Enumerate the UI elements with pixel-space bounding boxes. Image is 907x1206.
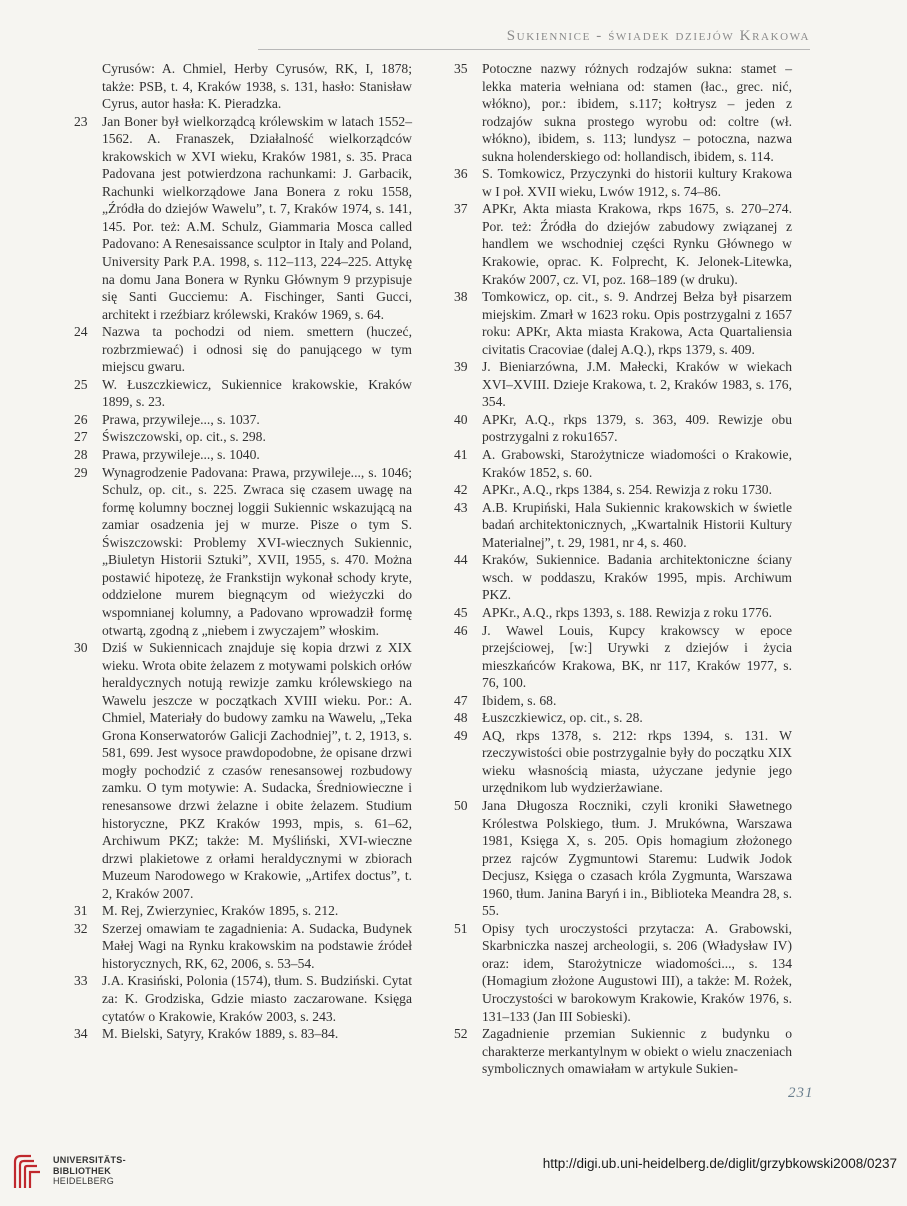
footnote-number: 41 [454, 447, 468, 463]
footnote-number: 43 [454, 499, 468, 515]
footnote-text: Cyrusów: A. Chmiel, Herby Cyrusów, RK, I, 1878; także: PSB, t. 4, Kraków 1938, s. 131, hasło: Stanisław Cyrus, autor hasła: K. Pieradzka. [102, 61, 412, 112]
footnote [454, 165, 792, 200]
footnote [454, 358, 792, 411]
footnote-text: Szerzej omawiam te zagadnienia: A. Sudacka, Budynek Małej Wagi na Rynku krakowskim na podstawie źródeł historycznych, RK, 62, 2006, s. 53–54. [102, 920, 412, 971]
source-url-link[interactable]: http://digi.ub.uni-heidelberg.de/diglit/grzybkowski2008/0237 [542, 1156, 897, 1171]
footnote [74, 113, 412, 324]
footnote-number: 28 [74, 447, 88, 463]
footnotes-left-column [74, 60, 412, 1043]
footnote-number: 23 [74, 113, 88, 129]
footnote-text: APKr., A.Q., rkps 1384, s. 254. Rewizja z roku 1730. [482, 482, 772, 498]
footnote-text: Nazwa ta pochodzi od niem. smettern (huczeć, rozbrzmiewać) i odnosi się do panującego w tym miejscu gwaru. [102, 324, 412, 375]
footnote [454, 692, 792, 710]
footnote [74, 639, 412, 902]
footnote-number: 38 [454, 289, 468, 305]
footnote-number: 25 [74, 376, 88, 392]
footnote [454, 551, 792, 604]
footnote-number: 30 [74, 640, 88, 656]
footnote [454, 727, 792, 797]
footnote [454, 622, 792, 692]
footnote [454, 411, 792, 446]
footnotes-right-column [454, 60, 792, 1078]
footnote-number: 52 [454, 1026, 468, 1042]
footnote-text: J. Bieniarzówna, J.M. Małecki, Kraków w wiekach XVI–XVIII. Dzieje Krakowa, t. 2, Kraków 1983, s. 176, 354. [482, 359, 792, 410]
library-name-line3: HEIDELBERG [53, 1176, 115, 1186]
footnote-number [74, 60, 102, 113]
footnote-text: APKr, A.Q., rkps 1379, s. 363, 409. Rewizje obu postrzygalni z roku1657. [482, 411, 792, 445]
footnote-text: S. Tomkowicz, Przyczynki do historii kultury Krakowa w I poł. XVII wieku, Lwów 1912, s. 74–86. [482, 166, 792, 199]
footnote-number: 34 [74, 1026, 88, 1042]
footnote [454, 604, 792, 622]
footnote-text: Łuszczkiewicz, op. cit., s. 28. [482, 710, 643, 726]
footnote-number: 31 [74, 903, 88, 919]
footnote-text: Tomkowicz, op. cit., s. 9. Andrzej Bełza był pisarzem miejskim. Zmarł w 1623 roku. Opis postrzygalni z 1657 roku: APKr, Akta miasta Krakowa, Acta Quartaliensia civitatis Cracoviae (dalej A.Q.), rkps 1379, s. 409. [482, 289, 792, 357]
footnote-number: 42 [454, 482, 468, 498]
footnote [74, 902, 412, 920]
footnote-text: Świszczowski, op. cit., s. 298. [102, 429, 266, 445]
footnote-number: 47 [454, 692, 468, 708]
footnote [74, 446, 412, 464]
footnote-number: 27 [74, 429, 88, 445]
footnote [74, 920, 412, 973]
footnote-number: 48 [454, 710, 468, 726]
footnote-text: M. Bielski, Satyry, Kraków 1889, s. 83–84. [102, 1026, 339, 1042]
footnote-text: M. Rej, Zwierzyniec, Kraków 1895, s. 212. [102, 903, 339, 919]
footnote-text: APKr, Akta miasta Krakowa, rkps 1675, s. 270–274. Por. też: Źródła do dziejów zabudowy związanej z handlem we wschodniej części Rynku Głównego w Krakowie, oprac. K. Folprecht, K. Jelonek-Litewka, Kraków 2007, cz. VI, poz. 168–189 (w druku). [482, 201, 792, 287]
footnote-number: 51 [454, 920, 468, 936]
library-name-line2: BIBLIOTHEK [53, 1165, 111, 1176]
footnote-text: Dziś w Sukiennicach znajduje się kopia drzwi z XIX wieku. Wrota obite żelazem z motywami polskich orłów heraldycznych notują rewizje zamku królewskiego na Wawelu jeszcze w początkach XVIII wieku. Por.: A. Chmiel, Materiały do budowy zamku na Wawelu, „Teka Grona Konserwatorów Galicji Zachodniej”, t. 2, 1913, s. 581, 699. Jest wysoce prawdopodobne, że opisane drzwi mogły pochodzić z czasów renesansowej rozbudowy zamku. O tym motywie: A. Sudacka, Średniowieczne i renesansowe drzwi żelazne i obite żelazem. Studium historyczne, PKZ Kraków 1993, mpis, s. 61–62, Archiwum PKZ; także: M. Myśliński, XVI-wieczne drzwi plakietowe z orłami heraldycznymi w zbiorach Muzeum Narodowego w Krakowie, „Artifex doctus”, t. 2, Kraków 2007. [102, 640, 412, 901]
footnote-number: 44 [454, 552, 468, 568]
footnote [74, 376, 412, 411]
footnote-number: 50 [454, 797, 468, 813]
header-rule [258, 49, 810, 50]
footnote [454, 446, 792, 481]
footnote [74, 323, 412, 376]
footnote-number: 24 [74, 324, 88, 340]
library-name-line1: UNIVERSITÄTS- [53, 1155, 126, 1165]
footnote [454, 200, 792, 288]
footnote-number: 45 [454, 604, 468, 620]
footnote-number: 33 [74, 973, 88, 989]
running-head: Sukiennice - świadek dziejów Krakowa [506, 28, 810, 44]
footnote [454, 1025, 792, 1078]
footnote-text: J. Wawel Louis, Kupcy krakowscy w epoce przejściowej, [w:] Urywki z dziejów i życia mieszkańców Krakowa, BK, nr 117, Kraków 1977, s. 76, 100. [482, 622, 792, 691]
footnote-text: J.A. Krasiński, Polonia (1574), tłum. S. Budziński. Cytat za: K. Grodziska, Gdzie miasto zaczarowane. Księga cytatów o Krakowie, Kraków 2003, s. 243. [102, 973, 412, 1024]
footnote [454, 60, 792, 165]
footnote-text: Opisy tych uroczystości przytacza: A. Grabowski, Skarbniczka naszej archeologii, s. 206 (Władysław IV) oraz: idem, Starożytnicze wiadomości..., s. 134 (Homagium złożone Augustowi III), a także: M. Rożek, Uroczystości w barokowym Krakowie, Kraków 1976, s. 131–133 (Jan III Sobieski). [482, 920, 792, 1024]
footnote [74, 972, 412, 1025]
footnote-number: 40 [454, 411, 468, 427]
footnote [74, 411, 412, 429]
footnote-number: 39 [454, 359, 468, 375]
footnote-number: 29 [74, 464, 88, 480]
footnote [74, 60, 412, 113]
library-logo [9, 1150, 129, 1192]
footnote-number: 37 [454, 201, 468, 217]
footnote-number: 35 [454, 61, 468, 76]
footnote-text: Ibidem, s. 68. [482, 692, 557, 708]
footnote-text: W. Łuszczkiewicz, Sukiennice krakowskie, Kraków 1899, s. 23. [102, 376, 412, 410]
footnote-number: 32 [74, 920, 88, 936]
footnote [454, 481, 792, 499]
library-emblem-icon [9, 1150, 49, 1192]
footnote [74, 428, 412, 446]
footnote-text: A.B. Krupiński, Hala Sukiennic krakowskich w świetle badań architektonicznych, „Kwartalnik Historii Kultury Materialnej”, t. 29, 1981, nr 4, s. 460. [482, 499, 792, 550]
footnote-text: AQ, rkps 1378, s. 212: rkps 1394, s. 131. W rzeczywistości obie postrzygalnie były do początku XIX wieku własnością miasta, użyczane jedynie jego urzędnikom lub wydzierżawiane. [482, 727, 792, 796]
footnote-text: Kraków, Sukiennice. Badania architektoniczne ściany wsch. w poddaszu, Kraków 1995, mpis. Archiwum PKZ. [482, 552, 792, 603]
footnote [454, 499, 792, 552]
footnote [454, 920, 792, 1025]
footnote-text: Zagadnienie przemian Sukiennic z budynku o charakterze merkantylnym w obiekt o wielu znaczeniach symbolicznych omawiałam w artykule Sukien- [482, 1026, 792, 1077]
footnote-number: 49 [454, 727, 468, 743]
footnote-number: 36 [454, 166, 468, 182]
footnote [454, 288, 792, 358]
footnote [454, 797, 792, 920]
footnote [74, 1025, 412, 1043]
page-number: 231 [788, 1085, 814, 1101]
footnote-number: 46 [454, 622, 468, 638]
footnote-text: Wynagrodzenie Padovana: Prawa, przywileje..., s. 1046; Schulz, op. cit., s. 225. Zwraca się czasem uwagę na formę kolumny bocznej loggii Sukiennic wskazującą na zamiar osadzenia jej w murze. Pisze o tym S. Świszczowski: Problemy XVI-wiecznych Sukiennic, „Biuletyn Historii Sztuki”, XVII, 1955, s. 470. Można postawić hipotezę, że Frankstijn wykonał schody kryte, oddzielone murem biegnącym od wieżyczki do wspomnianej kolumny, a Padovano wprowadził formę otwartą, zgodną z „niebem i zwyczajem” włoskim. [102, 464, 412, 638]
footnote-text: Prawa, przywileje..., s. 1037. [102, 411, 260, 427]
footnote-text: APKr., A.Q., rkps 1393, s. 188. Rewizja z roku 1776. [482, 604, 772, 620]
footnote-number: 26 [74, 411, 88, 427]
footnote [454, 709, 792, 727]
footnote-text: Jana Długosza Roczniki, czyli kroniki Sławetnego Królestwa Polskiego, tłum. J. Mrukówna, Warszawa 1981, Księga X, s. 205. Opis homagium złożonego przez rajców Zygmuntowi Staremu: Ludwik Jodok Decjusz, Księga o czasach króla Zygmunta, Warszawa 1960, tłum. Janina Baryń i in., Biblioteka Meandra 28, s. 55. [482, 797, 792, 919]
footnote-text: Potoczne nazwy różnych rodzajów sukna: stamet – lekka materia wełniana od: stamen (łac., grec. nić, włókno), por.: ibidem, s.117; kołtrysz – jeden z rodzajów sukna prostego wyrobu od: coltre (wł. włókno), ibidem, s. 113; lundysz – potoczna, nazwa sukna holenderskiego od: hollandisch, ibidem, s. 114. [482, 61, 792, 164]
footnote-text: Jan Boner był wielkorządcą królewskim w latach 1552–1562. A. Franaszek, Działalność wielkorządców krakowskich w XVI wieku, Kraków 1981, s. 35. Praca Padovana jest potwierdzona rachunkami: J. Garbacik, Rachunki wielkorządowe Jana Bonera z roku 1558, „Źródła do dziejów Wawelu”, t. 7, Kraków 1974, s. 141, 145. Por. też: A.M. Schulz, Giammaria Mosca called Padovano: A Renesaissance sculptor in Italy and Poland, University Park P.A. 1998, s. 112–113, 224–225. Attykę na domu Jana Bonera w Rynku Głównym 9 przypisuje się Santi Gucciemu: A. Fischinger, Santi Gucci, architekt i rzeźbiarz królewski, Kraków 1969, s. 64. [102, 113, 412, 322]
footnote-text: A. Grabowski, Starożytnicze wiadomości o Krakowie, Kraków 1852, s. 60. [482, 447, 792, 480]
footnote [74, 464, 412, 639]
footnote-text: Prawa, przywileje..., s. 1040. [102, 447, 260, 463]
